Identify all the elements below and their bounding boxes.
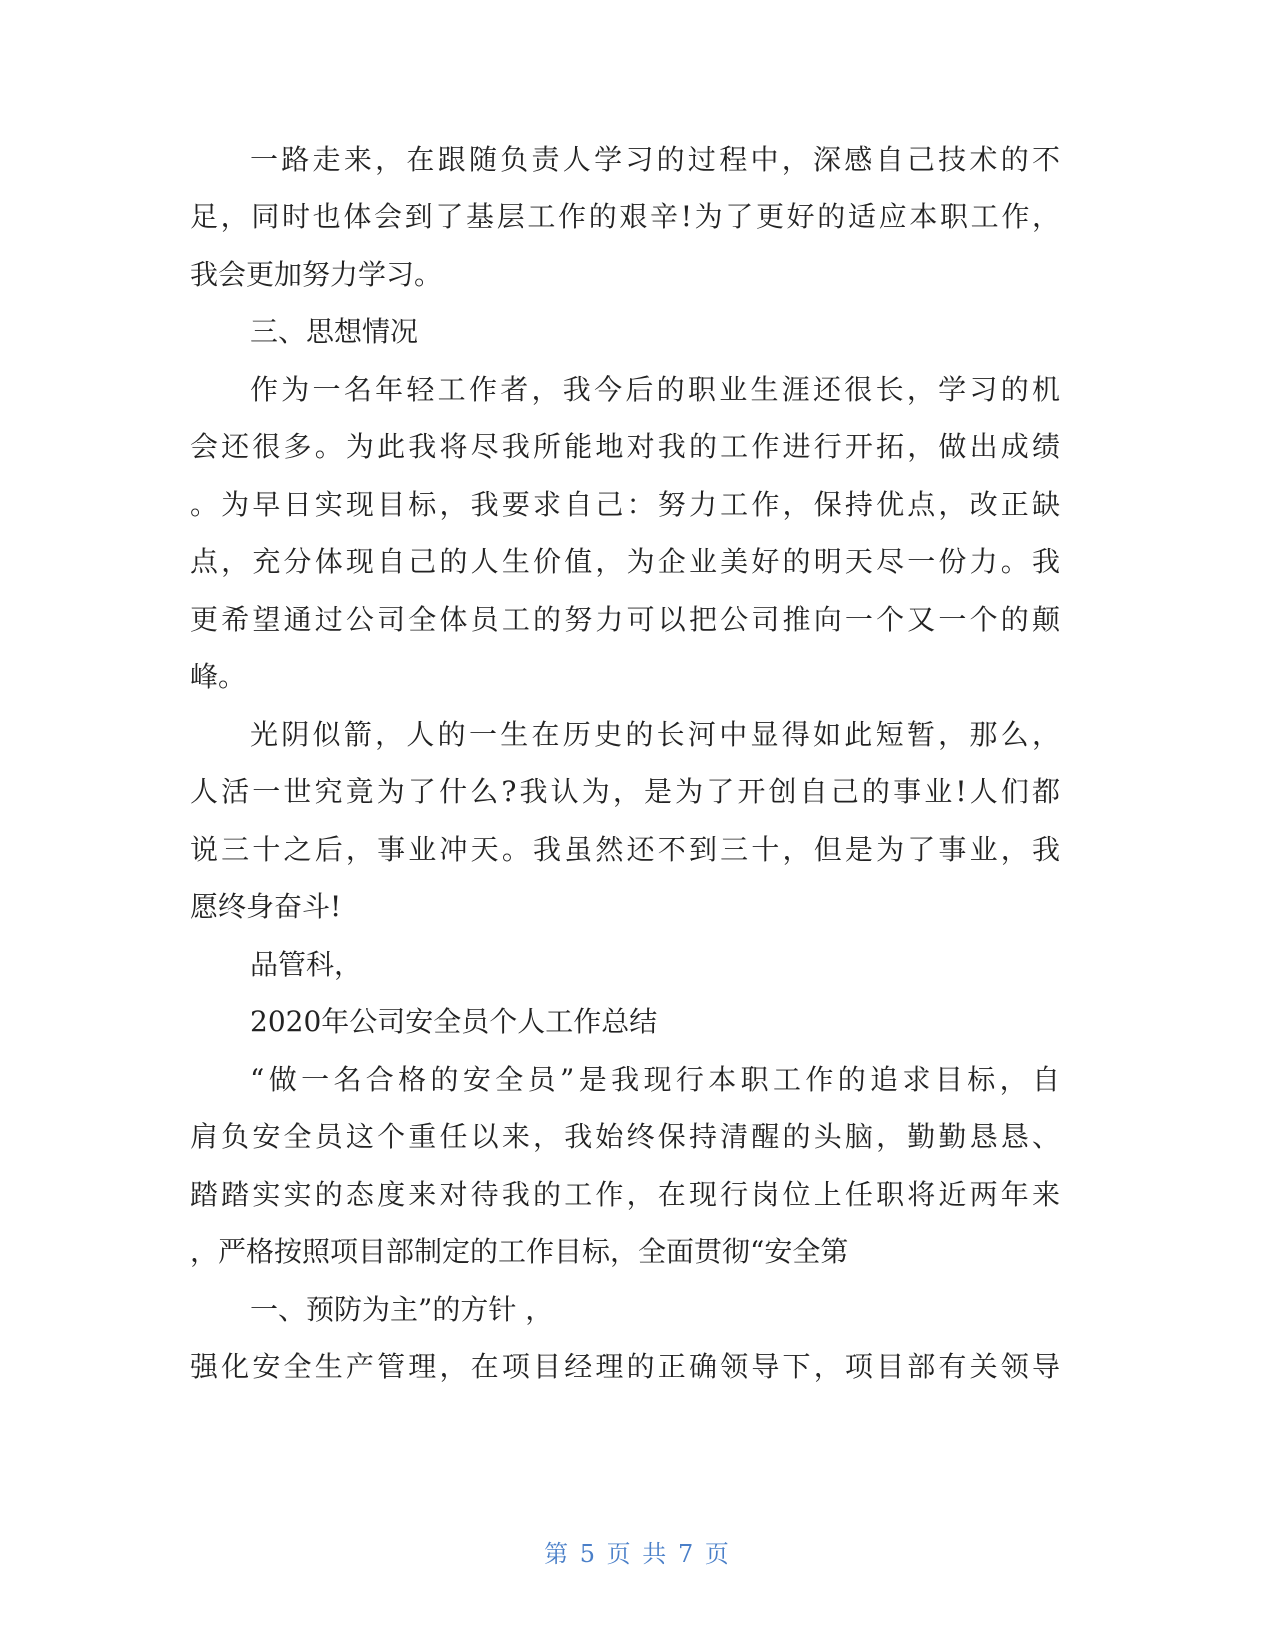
document-title: 2020年公司安全员个人工作总结 xyxy=(250,1005,658,1038)
department-line: 品管科， xyxy=(250,948,363,981)
text-line: 一、预防为主”的方针 ， xyxy=(250,1293,554,1326)
section-heading: 三、思想情况 xyxy=(250,315,419,348)
text-line: 点，充分体现自己的人生价值，为企业美好的明天尽一份力。我 xyxy=(190,545,1060,578)
text-line: 会还很多。为此我将尽我所能地对我的工作进行开拓，做出成绩 xyxy=(190,430,1060,463)
text-line: 峰。 xyxy=(190,660,247,693)
text-line: 愿终身奋斗! xyxy=(190,890,342,923)
text-line: 踏踏实实的态度来对待我的工作，在现行岗位上任职将近两年来 xyxy=(190,1178,1060,1211)
text-line: ，严格按照项目部制定的工作目标，全面贯彻“安全第 xyxy=(190,1235,849,1268)
text-line: 人活一世究竟为了什么?我认为，是为了开创自己的事业!人们都 xyxy=(190,775,1060,808)
text-line: 足，同时也体会到了基层工作的艰辛!为了更好的适应本职工作， xyxy=(190,200,1060,233)
text-line: 说三十之后，事业冲天。我虽然还不到三十，但是为了事业，我 xyxy=(190,833,1060,866)
page-number-footer: 第 5 页 共 7 页 xyxy=(544,1540,731,1568)
text-line: 光阴似箭，人的一生在历史的长河中显得如此短暂，那么， xyxy=(250,718,1060,751)
text-line: 更希望通过公司全体员工的努力可以把公司推向一个又一个的颠 xyxy=(190,603,1060,636)
text-line: 肩负安全员这个重任以来，我始终保持清醒的头脑，勤勤恳恳、 xyxy=(190,1120,1060,1153)
text-line: “做一名合格的安全员”是我现行本职工作的追求目标，自 xyxy=(250,1063,1060,1096)
text-line: 作为一名年轻工作者，我今后的职业生涯还很长，学习的机 xyxy=(250,373,1060,406)
text-line: 强化安全生产管理，在项目经理的正确领导下，项目部有关领导 xyxy=(190,1350,1060,1383)
text-line: 一路走来，在跟随负责人学习的过程中，深感自己技术的不 xyxy=(250,143,1060,176)
text-line: 我会更加努力学习。 xyxy=(190,258,443,291)
text-line: 。为早日实现目标，我要求自己：努力工作，保持优点，改正缺 xyxy=(190,488,1060,521)
